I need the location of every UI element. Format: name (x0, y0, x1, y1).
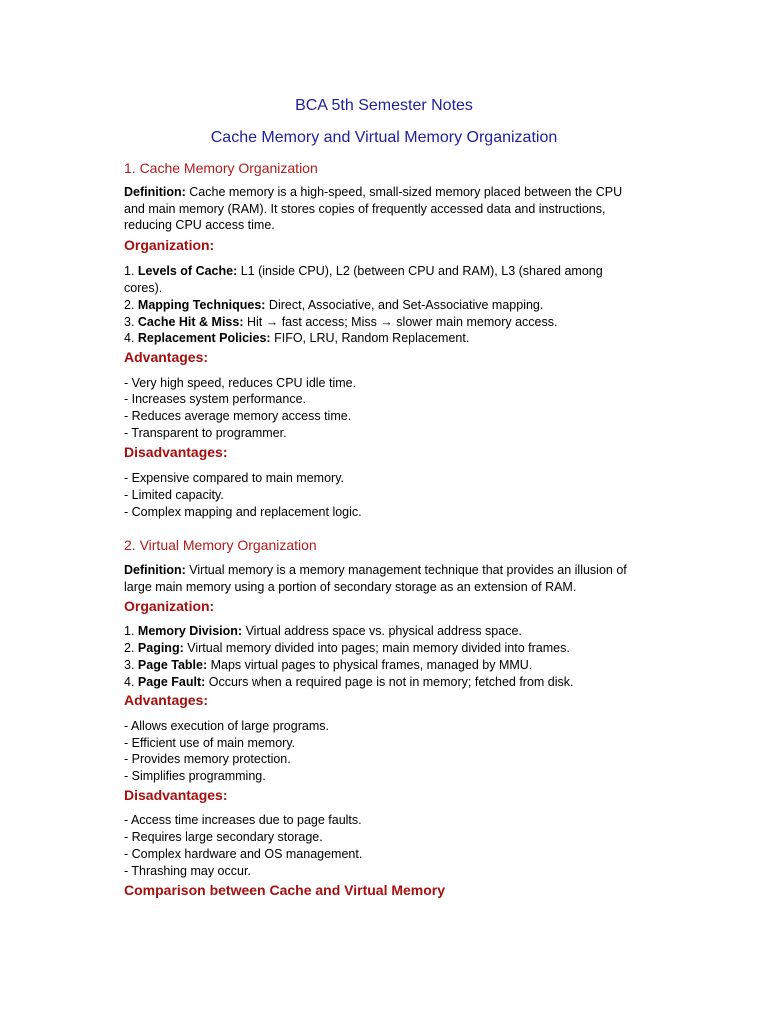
item-number: 2. (124, 298, 138, 312)
item-number: 1. (124, 264, 138, 278)
cache-advantage-item: - Reduces average memory access time. (124, 409, 352, 423)
item-text: L1 (inside CPU), L2 (between CPU and RAM), L3 (shared among cores). (124, 264, 603, 295)
virtual-organization-item (124, 674, 574, 690)
item-label: Replacement Policies: (137, 331, 271, 345)
virtual-advantage-item: - Simplifies programming. (124, 769, 266, 783)
item-label: Levels of Cache: (137, 264, 238, 278)
virtual-advantage-item: - Allows execution of large programs. (124, 719, 329, 733)
item-number: 1. (124, 624, 138, 638)
comparison-heading: Comparison between Cache and Virtual Memory (124, 882, 446, 898)
virtual-organization-item (124, 640, 570, 656)
virtual-advantages-heading: Advantages: (124, 692, 209, 708)
cache-definition-text: Cache memory is a high-speed, small-sized memory placed between the CPU and main memory (RAM). It stores copies of frequently accessed data and instructions, reducing CPU access time. (124, 185, 623, 232)
item-text: Maps virtual pages to physical frames, managed by MMU. (207, 658, 533, 672)
cache-disadvantage-item: - Limited capacity. (124, 488, 224, 502)
virtual-definition-text: Virtual memory is a memory management technique that provides an illusion of large main memory using a portion of secondary storage as an extension of RAM. (124, 563, 627, 594)
document-subtitle: Cache Memory and Virtual Memory Organization (210, 129, 558, 146)
virtual-disadvantage-item: - Access time increases due to page faults. (124, 813, 362, 827)
cache-disadvantage-item: - Complex mapping and replacement logic. (124, 505, 362, 519)
item-number: 4. (124, 675, 138, 689)
item-label: Page Table: (137, 658, 208, 672)
item-text: Direct, Associative, and Set-Associative mapping. (265, 298, 544, 312)
virtual-advantage-item: - Efficient use of main memory. (124, 736, 296, 750)
virtual-definition (124, 562, 634, 595)
item-number: 2. (124, 641, 138, 655)
cache-advantage-item: - Increases system performance. (124, 392, 307, 406)
cache-definition-label: Definition: (124, 185, 186, 199)
cache-organization-item (124, 297, 543, 313)
virtual-disadvantage-item: - Thrashing may occur. (124, 864, 251, 878)
item-text: Occurs when a required page is not in memory; fetched from disk. (205, 675, 574, 689)
virtual-organization-item (124, 657, 532, 673)
document-title: BCA 5th Semester Notes (295, 97, 473, 114)
item-number: 3. (124, 658, 138, 672)
virtual-organization-item (124, 623, 522, 639)
item-text: Virtual address space vs. physical address space. (242, 624, 522, 638)
virtual-definition-label: Definition: (124, 563, 186, 577)
item-number: 4. (124, 331, 138, 345)
cache-advantage-item: - Transparent to programmer. (124, 426, 287, 440)
item-text: Hit → fast access; Miss → slower main memory access. (243, 315, 558, 329)
virtual-organization-heading: Organization: (124, 598, 215, 614)
cache-organization-item (124, 263, 629, 296)
cache-disadvantages-heading: Disadvantages: (124, 444, 228, 460)
virtual-advantage-item: - Provides memory protection. (124, 752, 291, 766)
item-label: Cache Hit & Miss: (137, 315, 244, 329)
item-label: Memory Division: (137, 624, 243, 638)
virtual-section-heading: 2. Virtual Memory Organization (124, 537, 317, 553)
virtual-disadvantage-item: - Requires large secondary storage. (124, 830, 323, 844)
virtual-disadvantage-item: - Complex hardware and OS management. (124, 847, 363, 861)
item-label: Mapping Techniques: (137, 298, 266, 312)
cache-definition (124, 184, 634, 234)
cache-organization-item (124, 330, 469, 346)
cache-section-heading: 1. Cache Memory Organization (124, 160, 318, 176)
cache-organization-item (124, 314, 557, 330)
virtual-disadvantages-heading: Disadvantages: (124, 787, 228, 803)
cache-disadvantage-item: - Expensive compared to main memory. (124, 471, 344, 485)
cache-advantage-item: - Very high speed, reduces CPU idle time. (124, 376, 357, 390)
item-label: Page Fault: (137, 675, 206, 689)
cache-organization-heading: Organization: (124, 237, 215, 253)
item-text: FIFO, LRU, Random Replacement. (270, 331, 470, 345)
item-label: Paging: (137, 641, 184, 655)
cache-advantages-heading: Advantages: (124, 349, 209, 365)
item-number: 3. (124, 315, 138, 329)
item-text: Virtual memory divided into pages; main memory divided into frames. (183, 641, 570, 655)
